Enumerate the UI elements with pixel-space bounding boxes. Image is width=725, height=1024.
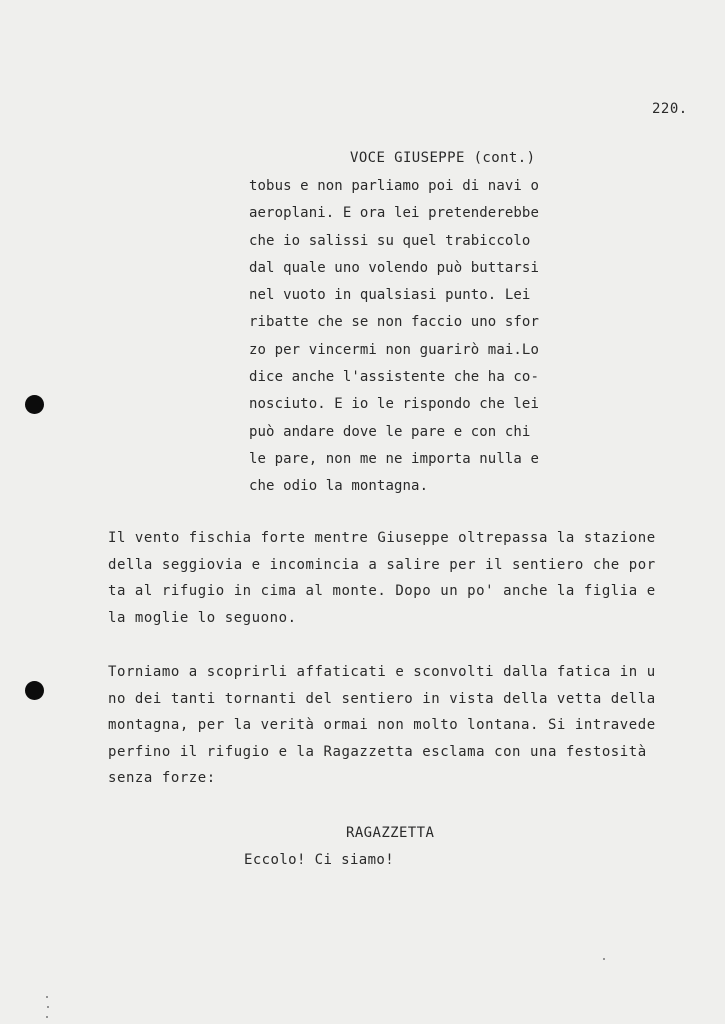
paper-speck [46, 1016, 48, 1018]
dialogue-ragazzetta: Eccolo! Ci siamo! [244, 852, 395, 868]
action-line: montagna, per la verità ormai non molto lontana. Si intravede [108, 717, 656, 733]
dialogue-line: le pare, non me ne importa nulla e [249, 450, 539, 467]
action-line: della seggiovia e incomincia a salire per il sentiero che por [108, 556, 656, 573]
punch-hole-upper [25, 395, 44, 414]
action-line: senza forze: [108, 770, 216, 786]
action-line: Il vento fischia forte mentre Giuseppe oltrepassa la stazione [108, 530, 656, 546]
character-cue-giuseppe: VOCE GIUSEPPE (cont.) [350, 150, 536, 166]
action-paragraph-1 [108, 525, 656, 631]
action-line: la moglie lo seguono. [108, 609, 297, 626]
dialogue-line: zo per vincermi non guarirò mai.Lo [249, 341, 539, 358]
action-line: Torniamo a scoprirli affaticati e sconvolti dalla fatica in u [108, 664, 656, 680]
dialogue-line: dal quale uno volendo può buttarsi [249, 259, 539, 276]
dialogue-line: dice anche l'assistente che ha co- [249, 369, 539, 386]
action-line: ta al rifugio in cima al monte. Dopo un po' anche la figlia e [108, 583, 656, 599]
action-line: no dei tanti tornanti del sentiero in vista della vetta della [108, 690, 656, 707]
dialogue-line: che odio la montagna. [249, 478, 429, 495]
page-number: 220. [652, 101, 688, 117]
dialogue-line: può andare dove le pare e con chi [249, 423, 531, 440]
paper-speck [603, 958, 605, 960]
dialogue-line: che io salissi su quel trabiccolo [249, 232, 531, 249]
dialogue-line: ribatte che se non faccio uno sfor [249, 314, 539, 331]
action-line: perfino il rifugio e la Ragazzetta esclama con una festosità [108, 743, 647, 760]
dialogue-line: nel vuoto in qualsiasi punto. Lei [249, 287, 531, 304]
punch-hole-lower [25, 681, 44, 700]
dialogue-line: nosciuto. E io le rispondo che lei [249, 396, 539, 413]
dialogue-line: tobus e non parliamo poi di navi o [249, 178, 539, 194]
action-paragraph-2 [108, 659, 656, 792]
paper-speck [47, 1006, 49, 1008]
character-cue-ragazzetta: RAGAZZETTA [346, 825, 435, 841]
paper-speck [46, 996, 48, 998]
dialogue-giuseppe [249, 173, 539, 501]
dialogue-line: aeroplani. E ora lei pretenderebbe [249, 205, 539, 222]
